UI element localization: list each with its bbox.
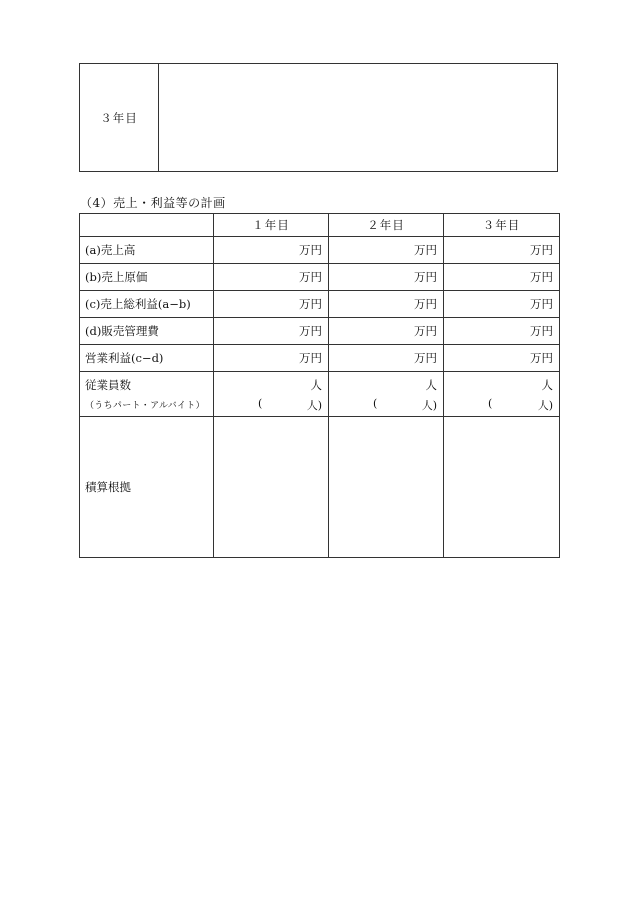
basis-year3-field[interactable]: [444, 417, 560, 558]
employees-sublabel: （うちパート・アルバイト）: [85, 401, 205, 411]
sales-year1-input[interactable]: 万円: [214, 237, 329, 264]
employees-label: 従業員数: [85, 378, 131, 392]
row-cost-of-sales: [80, 264, 560, 291]
gross-profit-year2-input[interactable]: 万円: [329, 291, 444, 318]
part-time-count: [214, 397, 328, 413]
row-sga-expenses: [80, 318, 560, 345]
operating-profit-year2-input[interactable]: 万円: [329, 345, 444, 372]
cost-year3-input[interactable]: 万円: [444, 264, 560, 291]
paren-close: 人): [306, 399, 322, 412]
sga-year2-input[interactable]: 万円: [329, 318, 444, 345]
operating-profit-year1-input[interactable]: 万円: [214, 345, 329, 372]
paren-open: (: [373, 397, 378, 410]
paren-close: 人): [537, 399, 553, 412]
row-employees: [80, 372, 560, 417]
operating-profit-year3-input[interactable]: 万円: [444, 345, 560, 372]
employees-year1-input[interactable]: [214, 372, 329, 417]
sales-year3-input[interactable]: 万円: [444, 237, 560, 264]
gross-profit-year1-input[interactable]: 万円: [214, 291, 329, 318]
row-label: (c)売上総利益(a−b): [80, 291, 214, 318]
sales-profit-plan-table: [79, 213, 560, 558]
row-calculation-basis: [80, 417, 560, 558]
row-gross-profit: [80, 291, 560, 318]
paren-open: (: [488, 397, 493, 410]
header-year3: ３年目: [444, 214, 560, 237]
part-time-count: [329, 397, 443, 413]
header-year1: １年目: [214, 214, 329, 237]
header-blank: [80, 214, 214, 237]
basis-year2-field[interactable]: [329, 417, 444, 558]
year3-label: ３年目: [80, 64, 159, 171]
row-sales: [80, 237, 560, 264]
sales-year2-input[interactable]: 万円: [329, 237, 444, 264]
table-header-row: [80, 214, 560, 237]
row-label: (b)売上原価: [80, 264, 214, 291]
part-time-count: [444, 397, 559, 413]
employees-year3-input[interactable]: [444, 372, 560, 417]
row-operating-profit: [80, 345, 560, 372]
employees-label-cell: [80, 372, 214, 417]
year3-plan-box: [79, 63, 558, 172]
sga-year3-input[interactable]: 万円: [444, 318, 560, 345]
employees-year2-input[interactable]: [329, 372, 444, 417]
gross-profit-year3-input[interactable]: 万円: [444, 291, 560, 318]
basis-year1-field[interactable]: [214, 417, 329, 558]
row-label: (a)売上高: [80, 237, 214, 264]
header-year2: ２年目: [329, 214, 444, 237]
section-title: （4）売上・利益等の計画: [80, 196, 226, 210]
cost-year1-input[interactable]: 万円: [214, 264, 329, 291]
year3-content-field[interactable]: [159, 64, 557, 171]
employees-unit: 人: [310, 378, 322, 392]
employees-unit: 人: [425, 378, 437, 392]
row-label: 営業利益(c−d): [80, 345, 214, 372]
row-label: (d)販売管理費: [80, 318, 214, 345]
employees-unit: 人: [541, 378, 553, 392]
cost-year2-input[interactable]: 万円: [329, 264, 444, 291]
paren-close: 人): [421, 399, 437, 412]
paren-open: (: [258, 397, 263, 410]
basis-label: 積算根拠: [80, 417, 214, 558]
sga-year1-input[interactable]: 万円: [214, 318, 329, 345]
